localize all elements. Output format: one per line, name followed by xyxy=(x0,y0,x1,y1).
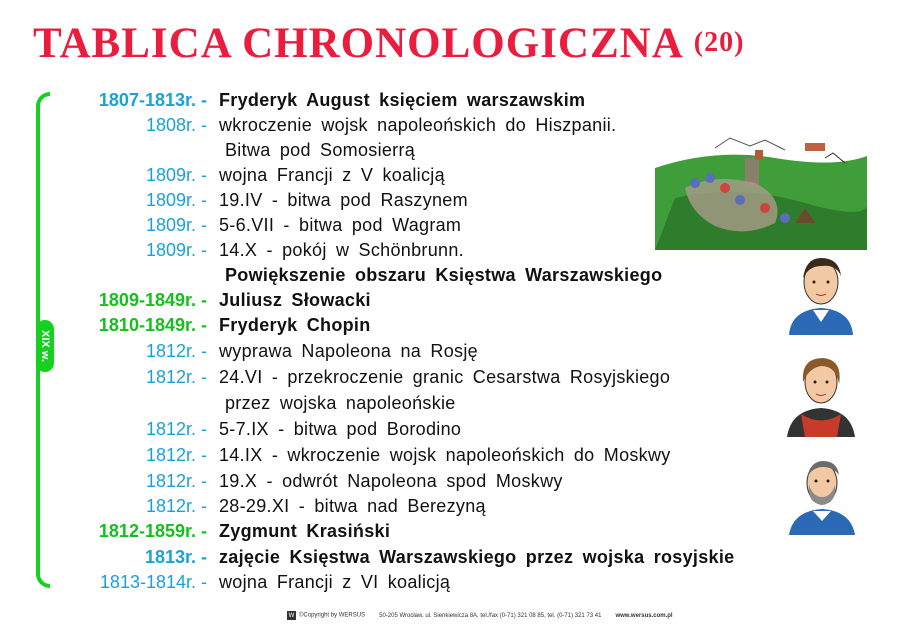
entry-text: wyprawa Napoleona na Rosję xyxy=(219,341,478,361)
list-item xyxy=(0,469,900,494)
list-item xyxy=(0,494,900,519)
entry-text: 19.X - odwrót Napoleona spod Moskwy xyxy=(219,471,563,491)
entry-text: wkroczenie wojsk napoleońskich do Hiszpanii. xyxy=(219,115,617,135)
entry-text: 24.VI - przekroczenie granic Cesarstwa Rosyjskiego xyxy=(219,367,671,387)
page-title xyxy=(33,22,744,65)
list-item xyxy=(0,545,900,570)
list-item xyxy=(0,570,900,595)
entry-date: 1812r. - xyxy=(145,367,207,387)
entry-text: Bitwa pod Somosierrą xyxy=(225,140,416,160)
entry-text: Juliusz Słowacki xyxy=(219,290,371,310)
entry-text: Fryderyk Chopin xyxy=(219,315,371,335)
entry-text: 5-6.VII - bitwa pod Wagram xyxy=(219,215,462,235)
entry-date: 1809-1849r. - xyxy=(98,290,207,310)
entry-text: 5-7.IX - bitwa pod Borodino xyxy=(219,419,462,439)
list-item xyxy=(0,313,900,338)
list-item xyxy=(0,263,900,288)
entry-date: 1813r. - xyxy=(144,547,207,567)
publisher-website: www.wersus.com.pl xyxy=(615,612,673,619)
footer xyxy=(287,611,673,620)
entry-date: 1812-1859r. - xyxy=(98,521,207,541)
entry-text: 19.IV - bitwa pod Raszynem xyxy=(219,190,468,210)
entry-text: przez wojska napoleońskie xyxy=(225,393,456,413)
entry-text: wojna Francji z VI koalicją xyxy=(219,572,451,592)
entry-text: 28-29.XI - bitwa nad Berezyną xyxy=(219,496,486,516)
list-item xyxy=(0,391,900,416)
title-number: (20) xyxy=(693,27,745,58)
entry-date: 1810-1849r. - xyxy=(98,315,207,335)
entry-text: 14.X - pokój w Schönbrunn. xyxy=(219,240,464,260)
list-item xyxy=(0,288,900,313)
list-item xyxy=(0,519,900,544)
entry-date: 1809r. - xyxy=(145,190,207,210)
entry-date: 1812r. - xyxy=(145,445,207,465)
century-label: XIX w. xyxy=(39,330,51,362)
portrait-illustration xyxy=(781,250,861,335)
entry-date: 1812r. - xyxy=(145,471,207,491)
portrait-illustration xyxy=(781,352,861,437)
entry-text: wojna Francji z V koalicją xyxy=(219,165,445,185)
entry-date: 1812r. - xyxy=(145,419,207,439)
entry-date: 1808r. - xyxy=(145,115,207,135)
title-main: TABLICA CHRONOLOGICZNA xyxy=(33,20,684,67)
list-item xyxy=(0,365,900,390)
list-item xyxy=(0,339,900,364)
entry-text: Zygmunt Krasiński xyxy=(219,521,391,541)
entry-date: 1809r. - xyxy=(145,240,207,260)
publisher-logo: W xyxy=(288,612,295,619)
entry-date: 1807-1813r. - xyxy=(98,90,207,110)
list-item xyxy=(0,88,900,113)
entry-date: 1812r. - xyxy=(145,496,207,516)
entry-date: 1813-1814r. - xyxy=(99,572,207,592)
entry-text: Fryderyk August księciem warszawskim xyxy=(219,90,586,110)
entry-date: 1809r. - xyxy=(145,215,207,235)
publisher-address: 50-205 Wrocław, ul. Sienkiewicza 8A, tel./fax (0-71) 321 08 85, tel. (0-71) 321 73 41 xyxy=(379,612,602,619)
entry-text: zajęcie Księstwa Warszawskiego przez wojska rosyjskie xyxy=(219,547,735,567)
copyright-text: ©Copyright by WERSUS xyxy=(299,612,366,619)
entry-date: 1812r. - xyxy=(145,341,207,361)
battle-illustration xyxy=(655,128,867,250)
entry-text: Powiększenie obszaru Księstwa Warszawskiego xyxy=(225,265,663,285)
entry-date: 1809r. - xyxy=(145,165,207,185)
list-item xyxy=(0,443,900,468)
entry-text: 14.IX - wkroczenie wojsk napoleońskich do Moskwy xyxy=(219,445,671,465)
portrait-illustration xyxy=(783,455,861,535)
list-item xyxy=(0,417,900,442)
